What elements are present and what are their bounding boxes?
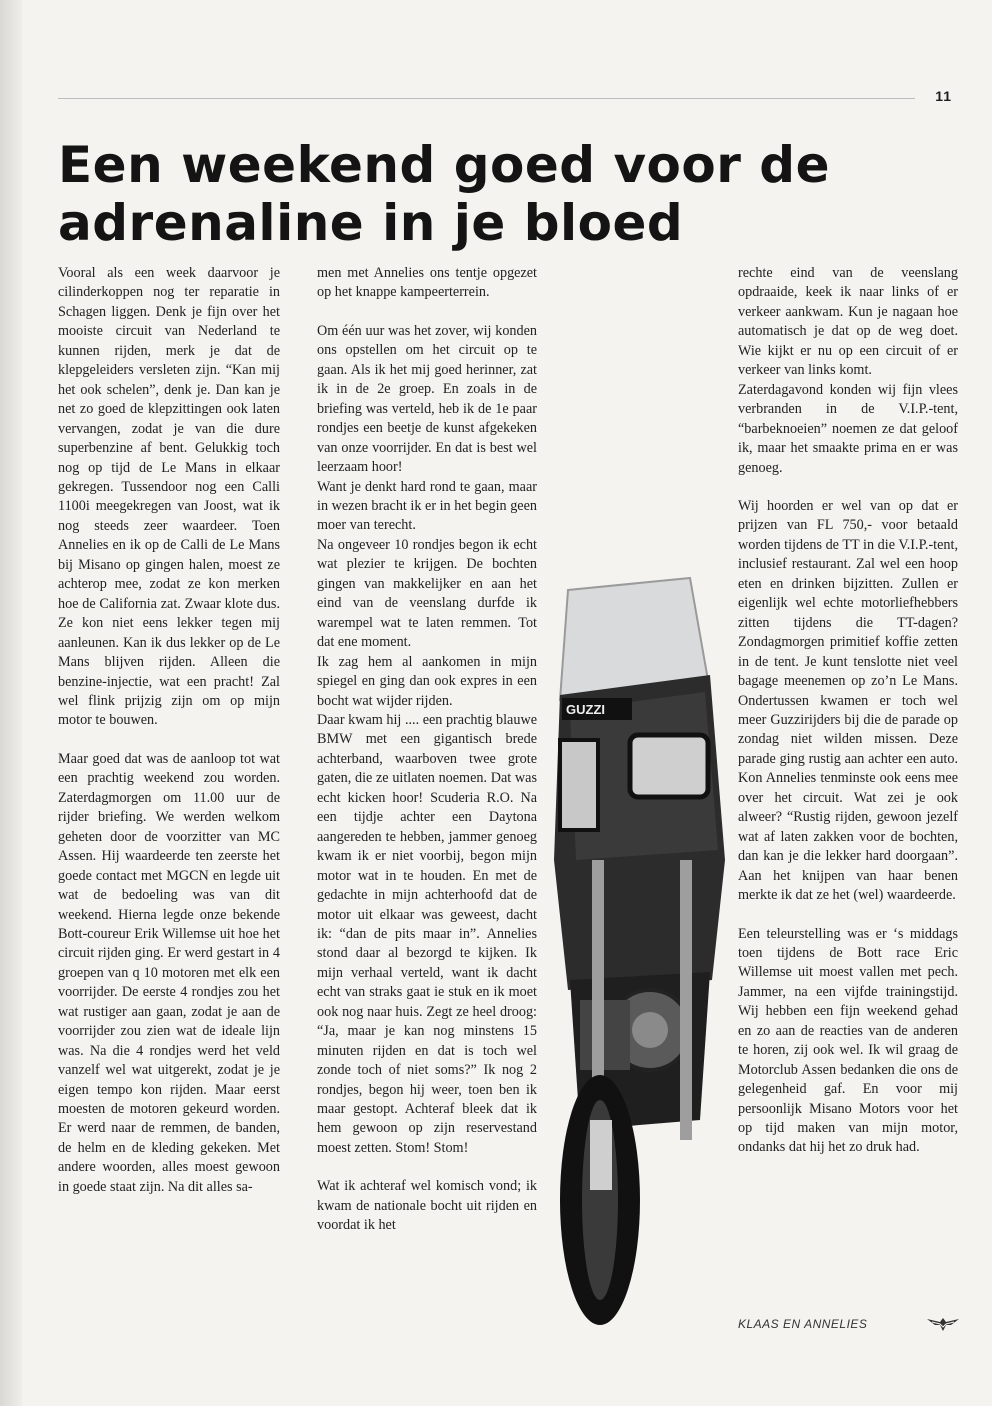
paragraph: Ik zag hem al aankomen in mijn spiegel en ging dan ook expres in een bocht wat wijder rijden.	[317, 653, 537, 709]
paragraph: men met Annelies ons tentje opgezet op het knappe kampeerterrein.	[317, 265, 537, 301]
text-column-2	[317, 264, 537, 1236]
headlight	[630, 735, 708, 797]
paragraph: Zaterdagavond konden wij fijn vlees verbranden in de V.I.P.-tent, “barbeknoeien” noemen ze dat geloof ik, maar het smaakte prima en er was genoeg.	[738, 381, 958, 476]
page-number: 11	[935, 88, 952, 104]
paragraph: Want je denkt hard rond te gaan, maar in wezen bracht ik er in het begin geen moer van terecht.	[317, 478, 537, 534]
motorcycle-photo	[540, 560, 730, 1330]
text-column-3	[738, 264, 958, 1158]
paragraph: rechte eind van de veenslang opdraaide, keek ik naar links of er verkeer aankwam. Kun je nagaan hoe automatisch je dat op de weg doet. Wie kijkt er nu op een circuit of er verkeer van links komt.	[738, 265, 958, 379]
title-line-2: adrenaline in je bloed	[58, 194, 684, 252]
header-rule	[58, 98, 915, 99]
paragraph: Maar goed dat was de aanloop tot wat een prachtig weekend zou worden. Zaterdagmorgen om 11.00 uur de rijder briefing. We werden welkom geheten door de voorzitter van MC Assen. Hij waardeerde ten zeerste het goede contact met MGCN en legde uit wat de bedoeling was van dit weekend. Hierna legde onze bekende Bott-coureur Erik Willemse uit hoe het circuit rijden ging. Er werd gestart in 4 groepen van q 10 motoren met elk een voorrijder. De eerste 4 rondjes zou het wat rustiger aan gaan, zodat je aan de voorrijder zou zien wat de ideale lijn was. Na die 4 rondjes werd het veld vanzelf wel wat uitgerekt, zodat je je eigen tempo kon rijden. Maar eerst moesten de motoren gekeurd worden. Er werd naar de remmen, de banden, de helm en de kleding gekeken. Met andere woorden, alles moest gewoon in goede staat zijn. Na dit alles sa-	[58, 750, 280, 1195]
paragraph: Wat ik achteraf wel komisch vond; ik kwam de nationale bocht uit rijden en voordat ik het	[317, 1178, 537, 1234]
brand-label: GUZZI	[566, 702, 605, 717]
paragraph: Na ongeveer 10 rondjes begon ik echt wat plezier te krijgen. De bochten gingen van makkelijker en aan het eind van de veenslang durfde ik warempel wat te laten remmen. Tot dat ene moment.	[317, 536, 537, 651]
moto-guzzi-eagle-icon	[926, 1315, 960, 1333]
paragraph: Daar kwam hij .... een prachtig blauwe BMW met een gigantisch brede achterband, waarboven twee grote gaten, die ze uitlaten noemen. Dat was echt kicken hoor! Scuderia R.O. Na een tijdje achter een Daytona aangereden te hebben, jammer genoeg kwam ik er niet voorbij, begon mijn motor wat in te houden. En met de gedachte in mijn achterhoofd dat de motor uit elkaar was geweest, dacht ik: “dan de pits maar in”. Annelies stond daar al bezorgd te kijken. Ik mijn verhaal verteld, want ik dacht echt van straks gaat ie stuk en ik moet ook nog naar huis. Zegt ze heel droog: “Ja, maar je kan nog minstens 15 minuten rijden en dat is toch wel zonde toch of niet soms?” Ik nog 2 rondjes, begon hij weer, toen ben ik maar gestopt. Achteraf bleek dat ik hem gewoon op zijn reservestand moest zetten. Stom! Stom!	[317, 711, 537, 1156]
paragraph: Om één uur was het zover, wij konden ons opstellen om het circuit op te gaan. Als ik het mij goed herinner, zat ik in de 2e groep. En zoals in de briefing was verteld, heb ik de 1e paar rondjes een beetje de kunst afgekeken van onze voorrijder. En dat is best wel leerzaam hoor!	[317, 322, 537, 476]
paragraph: Vooral als een week daarvoor je cilinderkoppen nog ter reparatie in Schagen liggen. Denk je fijn over het mooiste circuit van Nederland te kunnen rijden, merk je dat de klepgeleiders versleten zijn. “Kan mij het ook schelen”, denk je. Dan kan je net zo goed de klepzittingen ook laten vervangen, zodat je van die dure superbenzine af bent. Gelukkig toch nog op tijd de Le Mans in elkaar gekregen. Tussendoor nog een Calli 1100i meegekregen van Joost, wat ik nog steeds zeer waardeer. Toen Annelies en ik op de Calli de Le Mans bij Misano op gingen halen, moest ze achterop mee, zodat ze kon merken hoe de California zat. Zwaar klote dus. Ze kon niet eens lekker tegen mij aanleunen. Kan ik dus lekker op de Le Mans blijven rijden. Alleen die benzine-injectie, wat een pracht! Zal wel flink prijzig zijn om op mijn motor te bouwen.	[58, 265, 280, 729]
author-signature: KLAAS EN ANNELIES	[738, 1317, 868, 1331]
article-title	[58, 136, 858, 252]
paragraph: Wij hoorden er wel van op dat er prijzen van FL 750,- voor betaald worden tijdens de TT in die V.I.P.-tent, inclusief restaurant. Zal wel een hoop eten en drinken bijzitten. Zullen er eigenlijk wel echte motorliefhebbers zitten tijdens die TT-dagen? Zondagmorgen primitief koffie zetten in de tent. Je kunt tenslotte niet veel bagage meenemen op zo’n Le Mans. Ondertussen kwamen er toch wel meer Guzzirijders bij die de parade op zondag niet wilden missen. Deze parade ging rustig aan achter een auto. Kon Annelies tenminste ook eens mee over het circuit. Wat zei je ook alweer? “Rustig rijden, gewoon jezelf wat af laten zakken voor de bochten, dan kan je die lekker hard doorgaan”. Aan het knijpen van haar benen merkte ik dat ze het (wel) waardeerde.	[738, 497, 958, 904]
page-edge	[0, 0, 22, 1406]
title-line-1: Een weekend goed voor de	[58, 136, 831, 194]
text-column-1	[58, 264, 280, 1197]
paragraph: Een teleurstelling was er ‘s middags toen tijdens de Bott race Eric Willemse uit moest vallen met pech. Jammer, na een vijfde trainingstijd. Wij hebben een fijn weekend gehad en zo aan de reacties van de anderen te horen, zij ook wel. Ik wil graag de Motorclub Assen bedanken die ons de gelegenheid gaf. En voor mij persoonlijk Misano Motors voor het op tijd maken van mijn motor, ondanks dat hij het zo druk had.	[738, 925, 958, 1156]
